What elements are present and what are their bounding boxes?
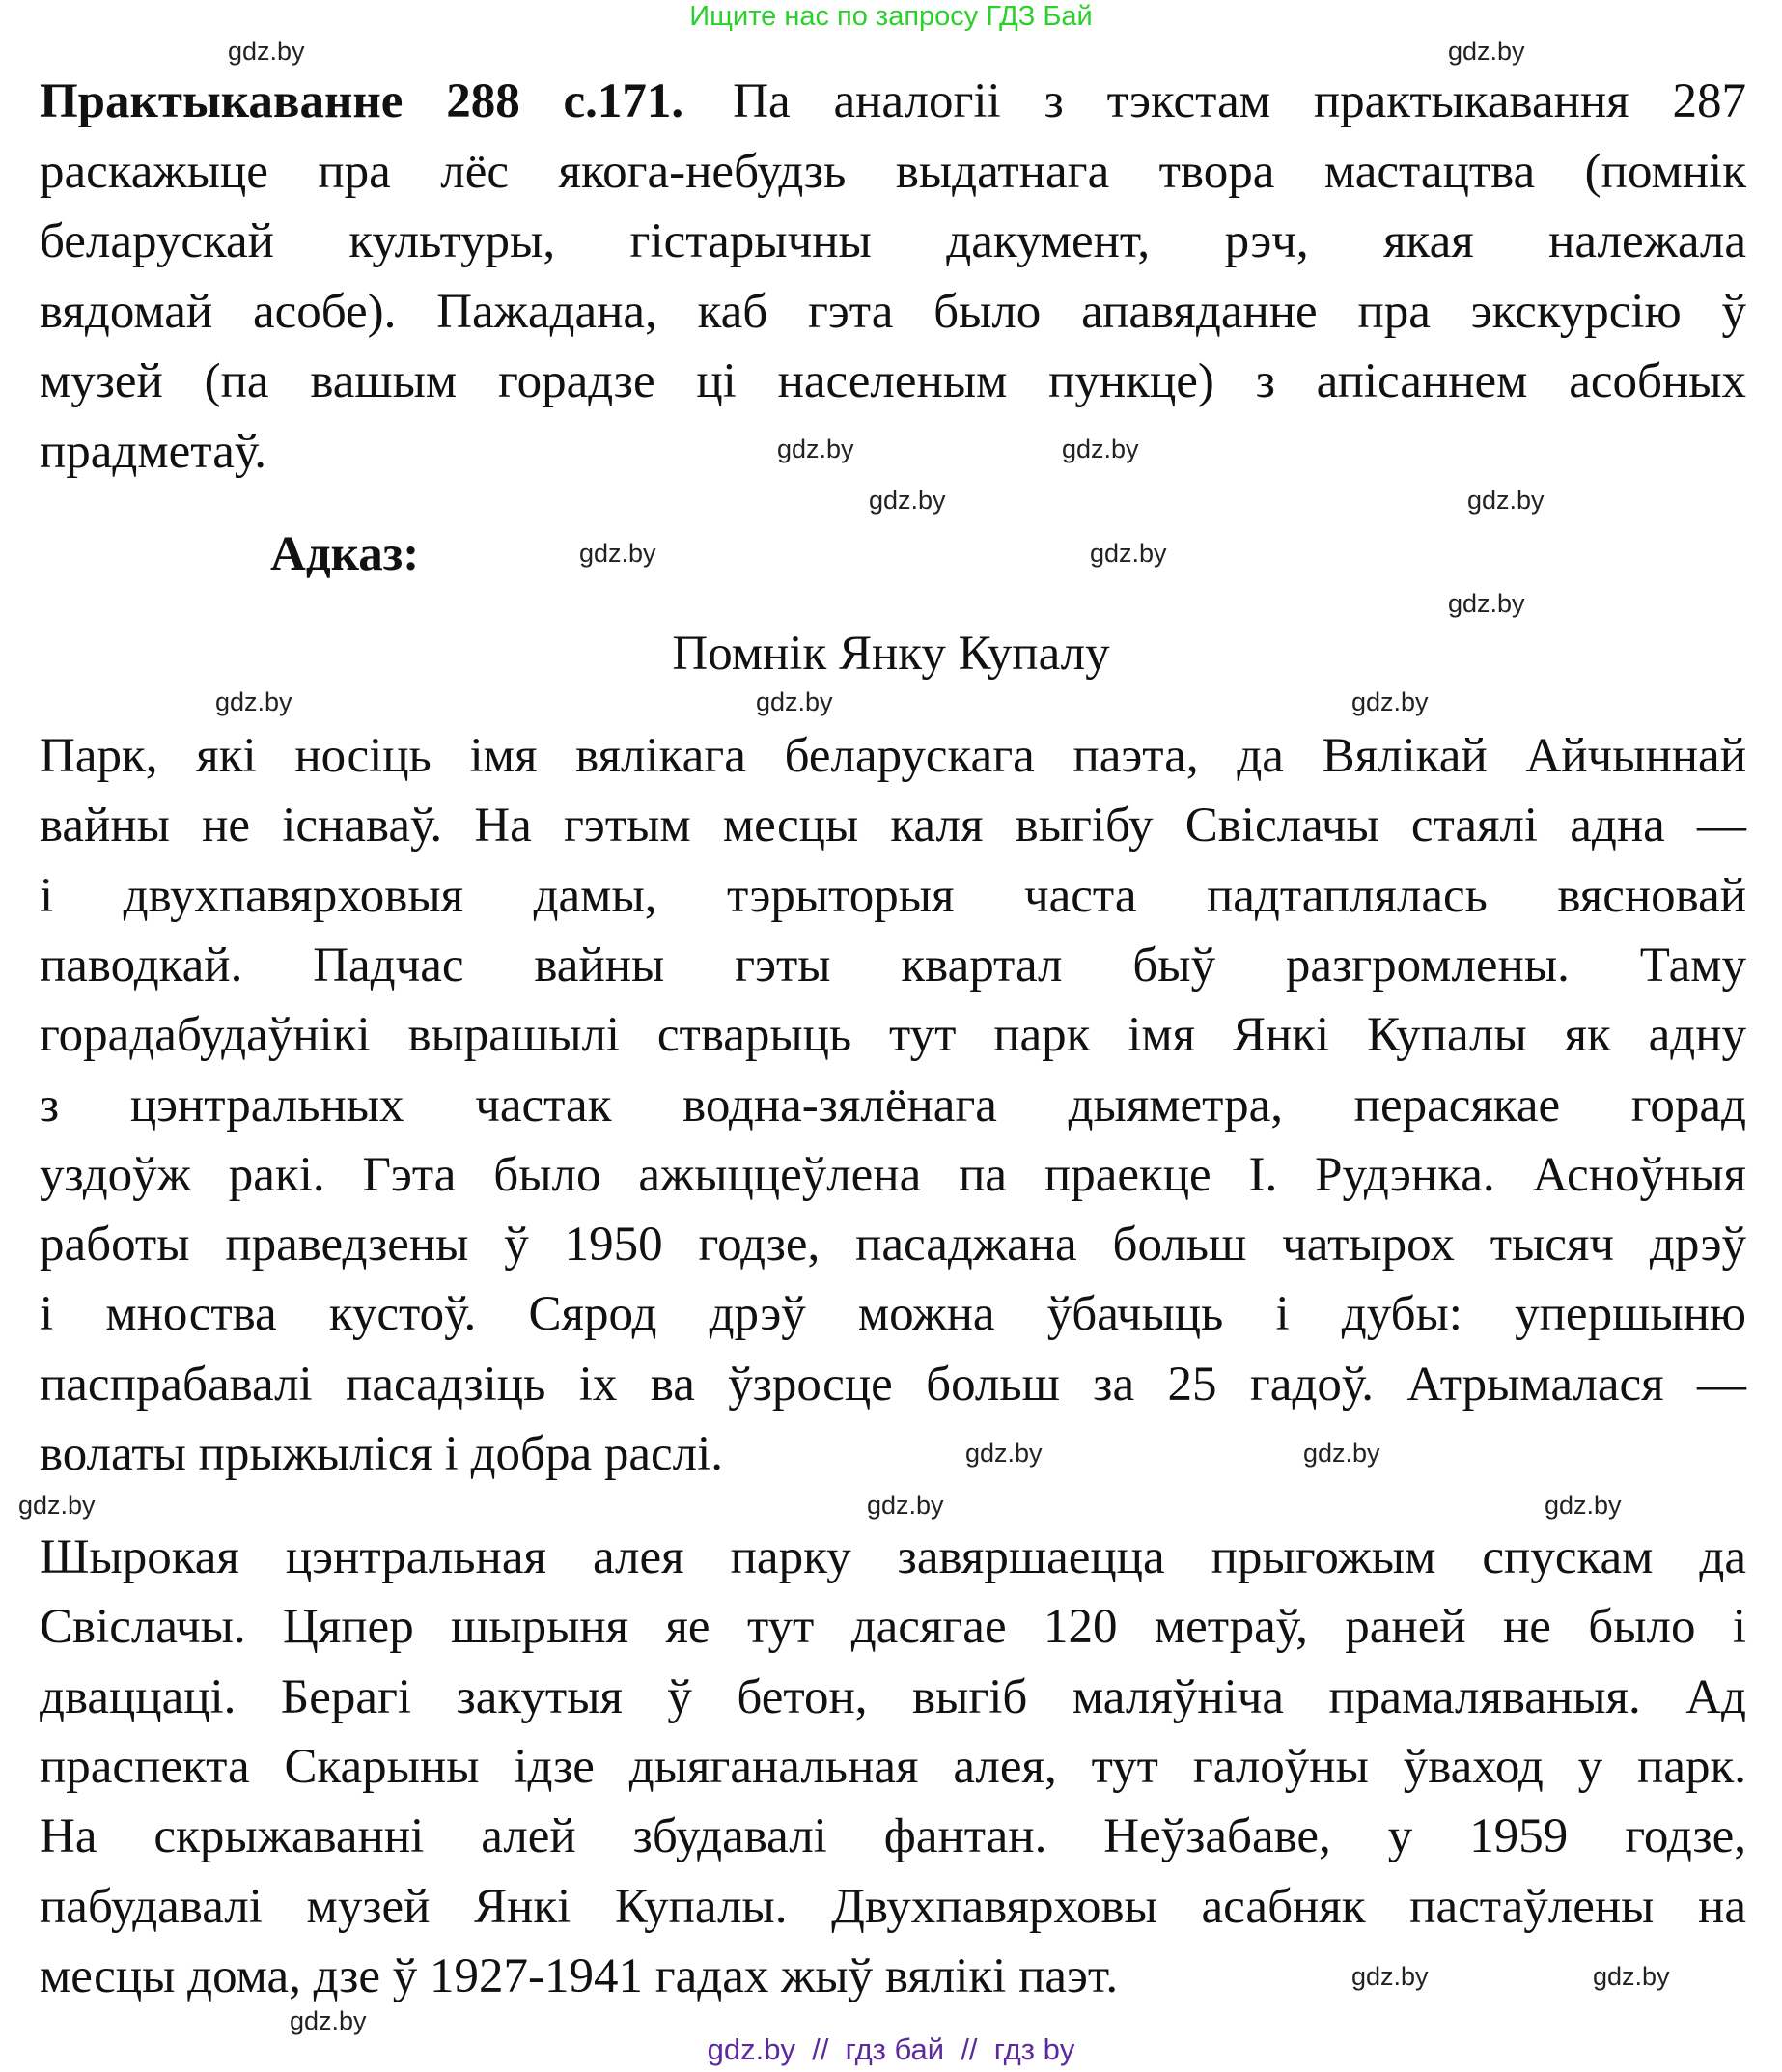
paragraph-2-line: месцы дома, дзе ў 1927-1941 гадах жыў вялікі паэт. [40,1949,1119,2003]
task-line: вядомай асобе). Пажадана, каб гэта было апавяданне пра экскурсію ў [40,285,1746,339]
watermark: gdz.by [777,434,854,463]
paragraph-1-line: і мноства кустоў. Сярод дрэў можна ўбачыць і дубы: упершыню [40,1287,1746,1341]
paragraph-2-line: На скрыжаванні алей збудавалі фантан. Неўзабаве, у 1959 годзе, [40,1809,1746,1863]
paragraph-1-line: горадабудаўнікі вырашылі стварыць тут парк імя Янкі Купалы як адну [40,1008,1746,1062]
watermark: gdz.by [290,2006,367,2035]
watermark: gdz.by [1467,486,1545,515]
paragraph-1-line: уздоўж ракі. Гэта было ажыццеўлена па праекце І. Рудэнка. Асноўныя [40,1148,1746,1202]
paragraph-1-line: волаты прыжыліся і добра раслі. [40,1427,723,1481]
task-text: Па аналогіі з тэкстам практыкавання 287 [733,74,1746,128]
task-line: прадметаў. [40,425,266,479]
watermark: gdz.by [215,687,292,716]
paragraph-1-line: паводкай. Падчас вайны гэты квартал быў разгромлены. Таму [40,938,1746,993]
footer-links[interactable]: gdz.by // гдз бай // гдз by [707,2032,1075,2066]
watermark: gdz.by [867,1491,944,1520]
watermark: gdz.by [579,539,656,568]
paragraph-1-line: і двухпавярховыя дамы, тэрыторыя часта падтаплялась вясновай [40,869,1746,923]
watermark: gdz.by [1303,1439,1380,1468]
task-line: беларускай культуры, гістарычны дакумент, рэч, якая належала [40,214,1746,268]
paragraph-2-line: дваццаці. Берагі закутыя ў бетон, выгіб маляўніча прамаляваныя. Ад [40,1670,1746,1724]
watermark: gdz.by [1351,687,1429,716]
answer-label: Адказ: [270,527,420,581]
paragraph-2-line: Шырокая цэнтральная алея парку завяршаецца прыгожым спускам да [40,1530,1746,1584]
watermark: gdz.by [1448,589,1525,618]
paragraph-1-line: Парк, які носіць імя вялікага беларускага паэта, да Вялікай Айчыннай [40,729,1746,783]
search-banner[interactable]: Ищите нас по запросу ГДЗ Бай [689,1,1093,32]
paragraph-2-line: Свіслачы. Цяпер шырыня яе тут дасягае 120 метраў, раней не было і [40,1600,1746,1654]
task-label: Практыкаванне 288 с.171. [40,74,684,128]
essay-title: Помнік Янку Купалу [672,627,1110,681]
watermark: gdz.by [228,37,305,66]
watermark: gdz.by [18,1491,96,1520]
task-line: раскажыце пра лёс якога-небудзь выдатнага твора мастацтва (помнік [40,145,1746,199]
paragraph-1-line: вайны не існаваў. На гэтым месцы каля выгібу Свіслачы стаялі адна — [40,798,1746,853]
task-line [40,72,1746,130]
watermark: gdz.by [1545,1491,1622,1520]
watermark: gdz.by [1351,1962,1429,1991]
watermark: gdz.by [965,1439,1043,1468]
watermark: gdz.by [756,687,833,716]
watermark: gdz.by [1593,1962,1670,1991]
task-line: музей (па вашым горадзе ці населеным пункце) з апісаннем асобных [40,354,1746,408]
paragraph-2-line: пабудавалі музей Янкі Купалы. Двухпавярховы асабняк пастаўлены на [40,1880,1746,1934]
watermark: gdz.by [1090,539,1167,568]
watermark: gdz.by [1448,37,1525,66]
paragraph-1-line: з цэнтральных частак водна-зялёнага дыяметра, перасякае горад [40,1078,1746,1133]
paragraph-1-line: паспрабавалі пасадзіць іх ва ўзросце больш за 25 гадоў. Атрымалася — [40,1358,1746,1412]
watermark: gdz.by [869,486,946,515]
paragraph-1-line: работы праведзены ў 1950 годзе, пасаджана больш чатырох тысяч дрэў [40,1218,1746,1272]
paragraph-2-line: праспекта Скарыны ідзе дыяганальная алея, тут галоўны ўваход у парк. [40,1740,1746,1794]
watermark: gdz.by [1062,434,1139,463]
